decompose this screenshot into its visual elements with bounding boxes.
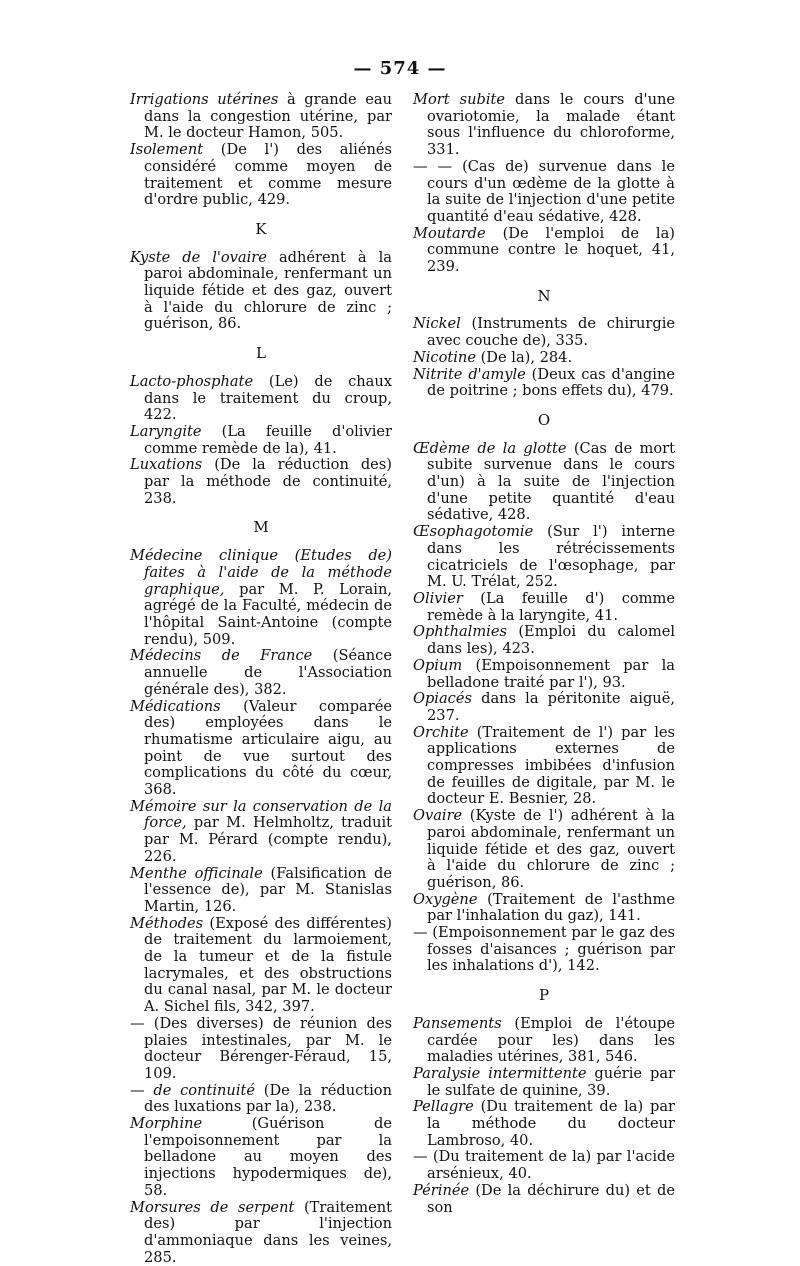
entry-text: (Falsification de l'essence de), par M. Stanislas Martin, 126. bbox=[144, 864, 393, 915]
entry-heading: Nickel bbox=[413, 315, 461, 333]
entry-text: (Instruments de chirurgie avec couche de), 335. bbox=[427, 315, 675, 350]
index-entry bbox=[130, 1016, 392, 1083]
left-column bbox=[130, 92, 392, 1266]
entry-heading: Médecine clinique (Etudes de) faites à l'aide de la méthode graphique, bbox=[130, 547, 392, 598]
index-entry bbox=[130, 1200, 392, 1266]
entry-heading: Paralysie intermittente bbox=[413, 1064, 587, 1082]
index-entry bbox=[413, 892, 675, 925]
entry-text: (De l') des aliénés considéré comme moyen de traitement et comme mesure d'ordre public, 429. bbox=[144, 141, 392, 209]
entry-text: (Empoisonnement par la belladone traité par l'), 93. bbox=[427, 656, 675, 691]
section-letter: P bbox=[538, 986, 550, 1005]
entry-heading: Lacto-phosphate bbox=[130, 372, 254, 390]
entry-heading: Périnée bbox=[413, 1181, 470, 1199]
index-entry bbox=[130, 424, 392, 457]
index-entry bbox=[413, 92, 675, 159]
entry-heading: Méthodes bbox=[130, 914, 204, 932]
index-entry bbox=[130, 457, 392, 507]
entry-heading: Nitrite d'amyle bbox=[413, 365, 526, 383]
entry-text: — (Des diverses) de réunion des plaies intestinales, par M. le docteur Bérenger-Féraud, 15, 109. bbox=[130, 1014, 392, 1082]
index-entry bbox=[130, 1116, 392, 1200]
index-entry bbox=[413, 624, 675, 657]
entry-heading: Ovaire bbox=[413, 807, 463, 825]
index-entry bbox=[413, 1149, 675, 1182]
entry-text: par M. Helmholtz, traduit par M. Pérard (compte rendu), 226. bbox=[144, 814, 392, 865]
entry-text: (Traitement de l') par les applications externes de compresses imbibées d'infusion de feuilles de digitale, par M. le docteur E. Besnier, 28. bbox=[427, 723, 675, 808]
index-entry bbox=[413, 1183, 675, 1216]
index-entry bbox=[413, 725, 675, 809]
entry-text: (De la déchirure du) et de son bbox=[427, 1181, 675, 1216]
entry-text: guérie par le sulfate de quinine, 39. bbox=[427, 1064, 675, 1099]
entry-heading: Médications bbox=[130, 697, 221, 715]
index-entry bbox=[413, 524, 675, 591]
index-entry bbox=[413, 350, 675, 367]
entry-heading: Ophthalmies bbox=[413, 623, 507, 641]
index-entry bbox=[413, 691, 675, 724]
entry-text: (Traitement de l'asthme par l'inhalation du gaz), 141. bbox=[427, 890, 675, 925]
index-entry bbox=[413, 658, 675, 691]
right-column bbox=[413, 92, 675, 1216]
entry-text: (De la réduction des luxations par la), 238. bbox=[144, 1081, 392, 1116]
entry-text: (Cas de mort subite survenue dans le cours d'un) à la suite de l'injection d'une petite quantité d'eau sédative, 428. bbox=[427, 439, 675, 524]
entry-heading: Mort subite bbox=[413, 91, 506, 108]
section-letter: K bbox=[255, 219, 267, 238]
index-entry bbox=[413, 1099, 675, 1149]
entry-text: — — (Cas de) survenue dans le cours d'un œdème de la glotte à la suite de l'injection d'une petite quantité d'eau sédative, 428. bbox=[413, 157, 675, 225]
index-entry bbox=[413, 441, 675, 525]
entry-heading: Irrigations utérines bbox=[130, 91, 279, 108]
entry-text: (Du traitement de la) par la méthode du docteur Lambroso, 40. bbox=[427, 1098, 675, 1149]
entry-heading: Olivier bbox=[413, 589, 463, 607]
index-entry bbox=[130, 548, 392, 648]
entry-heading: Morsures de serpent bbox=[130, 1198, 295, 1216]
entry-text: (Emploi de l'étoupe cardée pour les) dans les maladies utérines, 381, 546. bbox=[427, 1014, 675, 1066]
entry-heading: Isolement bbox=[130, 141, 204, 159]
index-entry bbox=[130, 648, 392, 698]
index-entry bbox=[413, 808, 675, 892]
index-entry bbox=[413, 1066, 675, 1099]
index-entry bbox=[130, 916, 392, 1016]
entry-text: (La feuille d') comme remède à la laryngite, 41. bbox=[427, 589, 675, 624]
index-entry bbox=[413, 925, 675, 975]
index-entry bbox=[413, 367, 675, 400]
index-entry bbox=[413, 316, 675, 349]
section-letter: M bbox=[253, 518, 269, 537]
index-entry bbox=[130, 250, 392, 334]
index-entry bbox=[130, 142, 392, 209]
entry-heading: Mémoire sur la conservation de la force, bbox=[130, 797, 392, 832]
entry-heading: Laryngite bbox=[130, 422, 202, 440]
entry-heading: Orchite bbox=[413, 723, 469, 741]
index-entry bbox=[130, 374, 392, 424]
entry-text: — (Du traitement de la) par l'acide arsénieux, 40. bbox=[413, 1148, 675, 1183]
index-entry bbox=[413, 591, 675, 624]
entry-heading: Oxygène bbox=[413, 890, 478, 908]
entry-text: dans le cours d'une ovariotomie, la malade étant sous l'influence du chloroforme, 331. bbox=[427, 91, 676, 159]
entry-heading: Moutarde bbox=[413, 224, 486, 242]
entry-text: (De l'emploi de la) commune contre le hoquet, 41, 239. bbox=[427, 224, 675, 276]
entry-text: (Séance annuelle de l'Association générale des), 382. bbox=[144, 647, 392, 698]
entry-text: (Deux cas d'angine de poitrine ; bons effets du), 479. bbox=[427, 365, 675, 400]
entry-text: adhérent à la paroi abdominale, renfermant un liquide fétide et des gaz, ouvert à l'aide du chlorure de zinc ; guérison, 86. bbox=[144, 248, 392, 333]
index-entry bbox=[413, 1016, 675, 1066]
page-number: — 574 — bbox=[353, 58, 447, 79]
entry-heading: Opium bbox=[413, 656, 463, 674]
entry-heading: Luxations bbox=[130, 456, 203, 474]
entry-text: par M. P. Lorain, agrégé de la Faculté, médecin de l'hôpital Saint-Antoine (compte rendu), 509. bbox=[144, 580, 392, 648]
entry-heading: Pellagre bbox=[413, 1098, 474, 1116]
entry-heading: Médecins de France bbox=[130, 647, 313, 665]
entry-text: — (Empoisonnement par le gaz des fosses d'aisances ; guérison par les inhalations d'), 142. bbox=[413, 924, 675, 975]
index-entry bbox=[413, 226, 675, 276]
index-entry bbox=[130, 92, 392, 142]
entry-text: (La feuille d'olivier comme remède de la), 41. bbox=[144, 422, 392, 457]
index-entry bbox=[130, 699, 392, 799]
entry-heading: Œdème de la glotte bbox=[413, 439, 567, 457]
entry-text: (De la), 284. bbox=[475, 348, 573, 366]
entry-text: (Kyste de l') adhérent à la paroi abdominale, renfermant un liquide fétide et des gaz, ouvert à l'aide du chlorure de zinc ; guérison, 86. bbox=[427, 807, 675, 891]
entry-text: dans la péritonite aiguë, 237. bbox=[427, 690, 675, 724]
entry-text: (Exposé des différentes) de traitement du larmoiement, de la tumeur et de la fistule lacrymales, et des obstructions du canal nasal, par M. le docteur A. Sichel fils, 342, 397. bbox=[144, 914, 392, 1016]
entry-text: (Emploi du calomel dans les), 423. bbox=[427, 623, 675, 658]
entry-heading: Menthe officinale bbox=[130, 864, 263, 882]
entry-text: (Guérison de l'empoisonnement par la belladone au moyen des injections hypodermiques de), 58. bbox=[144, 1115, 392, 1199]
entry-heading: Morphine bbox=[130, 1115, 203, 1133]
index-entry bbox=[130, 866, 392, 916]
entry-heading: — de continuité bbox=[130, 1081, 255, 1099]
section-letter: L bbox=[256, 344, 266, 363]
section-letter: N bbox=[537, 286, 551, 305]
entry-heading: Kyste de l'ovaire bbox=[130, 248, 267, 266]
entry-text: (Traitement des) par l'injection d'ammoniaque dans les veines, 285. bbox=[144, 1198, 392, 1266]
entry-text: (Valeur comparée des) employées dans le rhumatisme articulaire aigu, au point de vue surtout des complications du côté du cœur, 368. bbox=[144, 697, 392, 799]
entry-heading: Nicotine bbox=[413, 348, 476, 366]
entry-text: (De la réduction des) par la méthode de continuité, 238. bbox=[144, 456, 392, 507]
entry-text: (Le) de chaux dans le traitement du croup, 422. bbox=[144, 372, 392, 424]
entry-heading: Opiacés bbox=[413, 690, 472, 708]
entry-text: (Sur l') interne dans les rétrécissements cicatriciels de l'œsophage, par M. U. Trélat, 252. bbox=[427, 523, 675, 591]
entry-heading: Œsophagotomie bbox=[413, 523, 534, 541]
index-entry bbox=[130, 799, 392, 866]
entry-heading: Pansements bbox=[413, 1014, 502, 1032]
section-letter: O bbox=[537, 410, 551, 429]
index-entry bbox=[130, 1083, 392, 1116]
entry-text: à grande eau dans la congestion utérine, par M. le docteur Hamon, 505. bbox=[144, 91, 392, 142]
index-entry bbox=[413, 159, 675, 226]
